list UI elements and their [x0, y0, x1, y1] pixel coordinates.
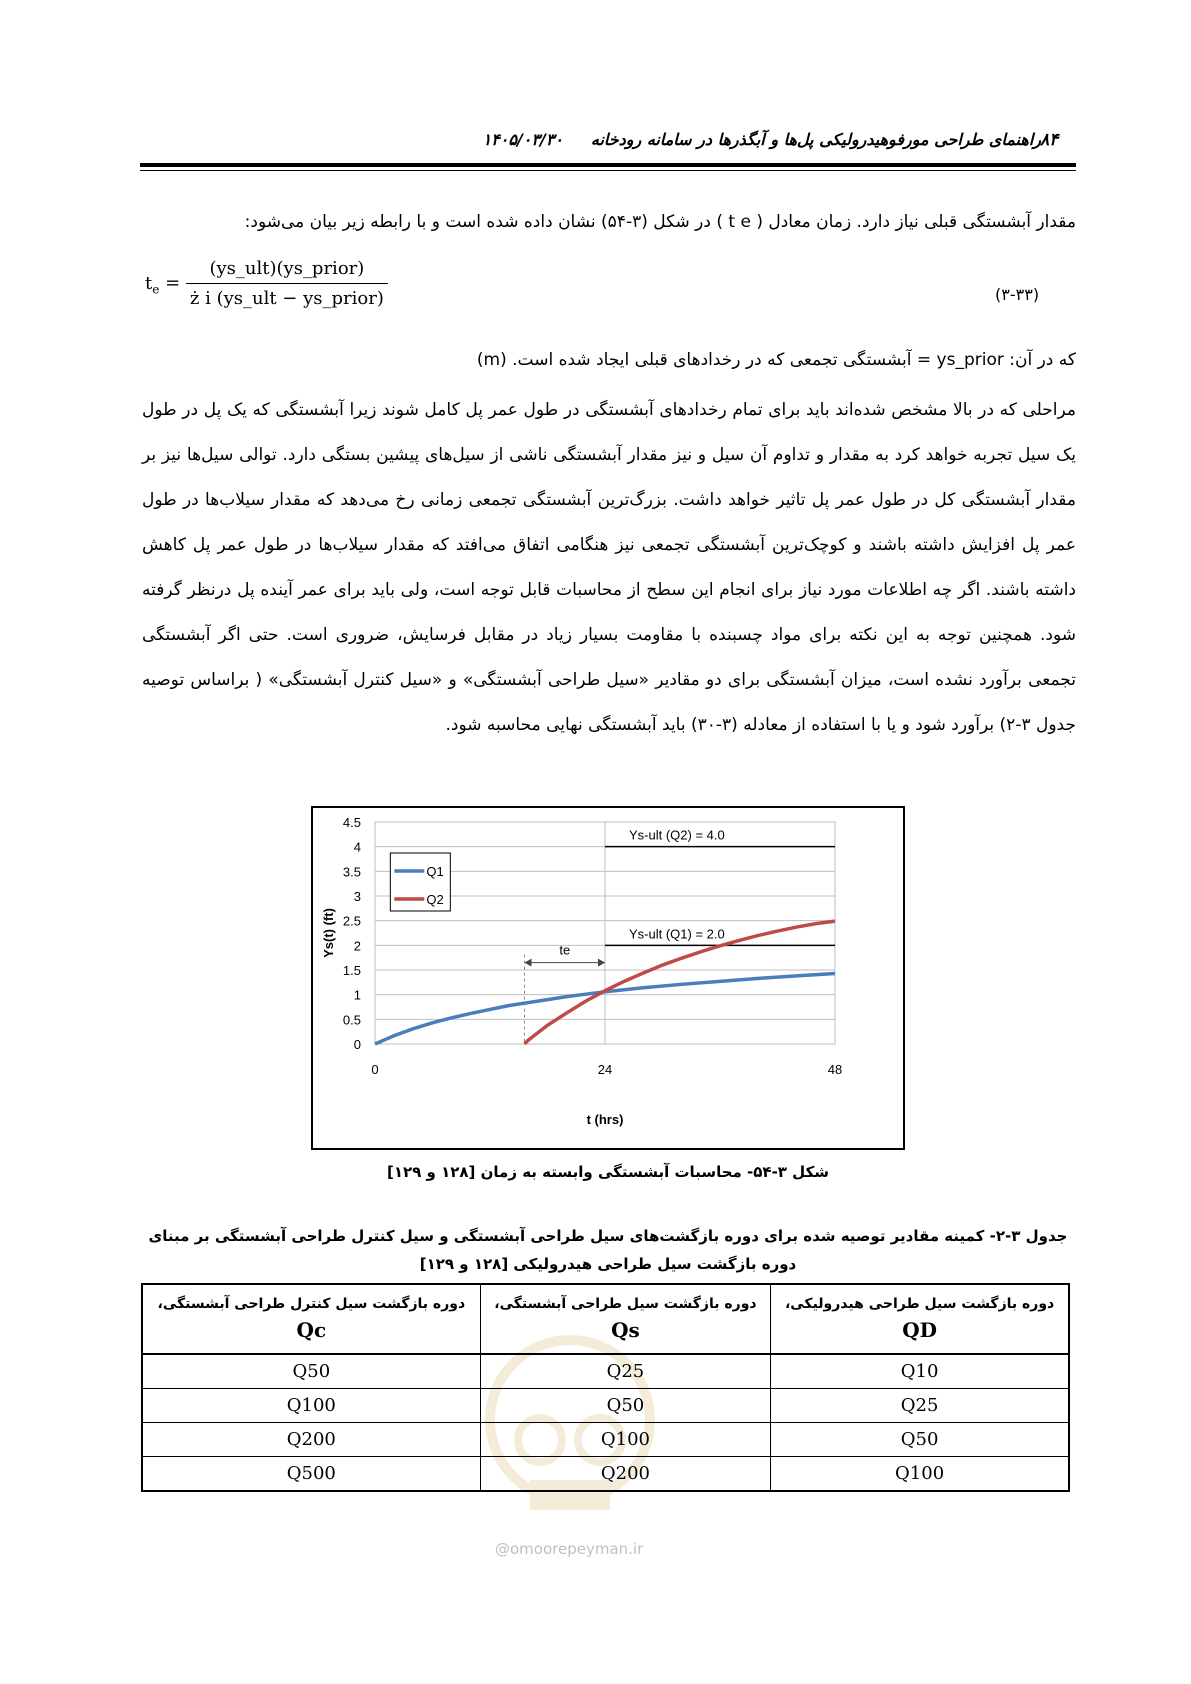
- table-cell: Q500: [142, 1457, 480, 1492]
- table-row: [142, 1389, 1069, 1423]
- ult-q2-label: Ys-ult (Q2) = 4.0: [629, 827, 725, 843]
- y-tick-label: 2.5: [342, 913, 361, 929]
- te-label: te: [559, 942, 571, 958]
- header-rule-thin: [140, 170, 1076, 171]
- table-cell: Q100: [142, 1389, 480, 1423]
- scour-chart: [311, 806, 905, 1150]
- equation-fraction: [186, 258, 388, 309]
- equation-number: (۳-۳۳): [995, 285, 1040, 304]
- legend-label-q2: Q2: [426, 892, 444, 907]
- header-rule-thick: [140, 163, 1076, 167]
- table-cell: Q200: [142, 1423, 480, 1457]
- y-axis-label: Ys(t) (ft): [321, 908, 336, 958]
- header-cell-qd: دوره بازگشت سیل طراحی هیدرولیکی، QD: [771, 1284, 1069, 1354]
- table-cell: Q50: [480, 1389, 771, 1423]
- x-tick-label: 0: [371, 1062, 379, 1077]
- y-tick-label: 2: [353, 938, 361, 954]
- equation: $t_e$ = $\frac{\text{(ys\_ult)(ys\_prior)}}{\text{ż i (ys\_ult − ys\_prior)}}$: [145, 258, 388, 309]
- y-tick-label: 0: [353, 1037, 361, 1052]
- table-cell: Q200: [480, 1457, 771, 1492]
- y-tick-label: 0.5: [342, 1012, 361, 1028]
- y-tick-label: 4.5: [342, 815, 361, 830]
- table-cell: Q25: [480, 1354, 771, 1389]
- y-tick-label: 3.5: [342, 864, 361, 880]
- x-tick-label: 48: [827, 1062, 843, 1077]
- legend-label-q1: Q1: [426, 864, 444, 879]
- x-tick-label: 24: [597, 1062, 613, 1077]
- equation-numerator: (ys_ult)(ys_prior): [186, 258, 388, 284]
- table-cell: Q50: [142, 1354, 480, 1389]
- table-cell: Q10: [771, 1354, 1069, 1389]
- chart-svg: [313, 808, 903, 1148]
- intro-line: مقدار آبشستگی قبلی نیاز دارد. زمان معادل ( t e ) در شکل (۳-۵۴) نشان داده شده است و با رابطه زیر بیان می‌شود:: [244, 212, 1076, 232]
- header-date: ۱۴۰۵/۰۳/۳۰: [482, 130, 564, 149]
- x-axis-label: t (hrs): [586, 1112, 624, 1127]
- table-cell: Q100: [480, 1423, 771, 1457]
- watermark-text: @omoorepeyman.ir: [495, 1540, 644, 1558]
- main-paragraph: مراحلی که در بالا مشخص شده‌اند باید برای تمام رخدادهای آبشستگی در طول عمر پل کامل شوند زیرا آبشستگی که یک پل در طول یک سیل تجربه خواهد کرد به مقدار و تداوم آن سیل و نیز مقدار آبشستگی ناشی از سیل‌های پیشین بستگی دارد. توالی سیل‌ها نیز بر مقدار آبشستگی کل در طول عمر پل تاثیر خواهد داشت. بزرگ‌ترین آبشستگی تجمعی زمانی رخ می‌دهد که مقدار سیلاب‌ها در طول عمر پل افزایش داشته باشند و کوچک‌ترین آبشستگی تجمعی نیز هنگامی اتفاق می‌افتد که مقدار سیلاب‌ها در طول عمر پل کاهش داشته باشند. اگر چه اطلاعات مورد نیاز برای انجام این سطح از محاسبات قابل توجه است، ولی باید برای عمر آینده پل درنظر گرفته شود. همچنین توجه به این نکته برای مواد چسبنده با مقاومت بسیار زیاد در مقابل فرسایش، ضروری است. حتی اگر آبشستگی تجمعی برآورد نشده است، میزان آبشستگی برای دو مقادیر «سیل طراحی آبشستگی» و «سیل کنترل آبشستگی» ( براساس توصیه جدول ۳-۲) برآورد شود و یا با استفاده از معادله (۳-۳۰) باید آبشستگی نهایی محاسبه شود.: [142, 400, 1076, 735]
- table-cell: Q25: [771, 1389, 1069, 1423]
- table-header-row: [142, 1284, 1069, 1354]
- table-row: [142, 1457, 1069, 1492]
- equation-denominator: ż i (ys_ult − ys_prior): [189, 288, 384, 309]
- te-arrow-head-left: [525, 959, 532, 967]
- where-line: که در آن: ys_prior = آبشستگی تجمعی که در رخدادهای قبلی ایجاد شده است. (m): [476, 350, 1076, 370]
- ult-q1-label: Ys-ult (Q1) = 2.0: [629, 926, 725, 942]
- y-tick-label: 3: [353, 889, 361, 904]
- figure-caption: شکل ۳-۵۴- محاسبات آبشستگی وابسته به زمان [۱۲۸ و ۱۲۹]: [386, 1163, 830, 1181]
- table-cell: Q100: [771, 1457, 1069, 1492]
- header-cell-qs: دوره بازگشت سیل طراحی آبشستگی، Qs: [480, 1284, 771, 1354]
- return-period-table: [141, 1283, 1070, 1492]
- header-title: راهنمای طراحی مورفوهیدرولیکی پل‌ها و آبگذرها در سامانه رودخانه: [590, 130, 1041, 149]
- table-row: [142, 1354, 1069, 1389]
- te-arrow-head-right: [598, 959, 605, 967]
- running-header: [160, 130, 1041, 149]
- y-tick-label: 1.5: [342, 963, 361, 978]
- equation-lhs: $t_e$: [145, 272, 160, 297]
- y-tick-label: 1: [353, 987, 361, 1003]
- table-caption: جدول ۳-۲- کمینه مقادیر توصیه شده برای دوره بازگشت‌های سیل طراحی آبشستگی و سیل کنترل طراحی آبشستگی بر مبنای دوره بازگشت سیل طراحی هیدرولیکی [۱۲۸ و ۱۲۹]: [148, 1227, 1068, 1273]
- page-number: ۸۴: [1040, 130, 1059, 150]
- table-cell: Q50: [771, 1423, 1069, 1457]
- table-row: [142, 1423, 1069, 1457]
- header-cell-qc: دوره بازگشت سیل کنترل طراحی آبشستگی، Qc: [142, 1284, 480, 1354]
- y-tick-label: 4: [353, 839, 361, 855]
